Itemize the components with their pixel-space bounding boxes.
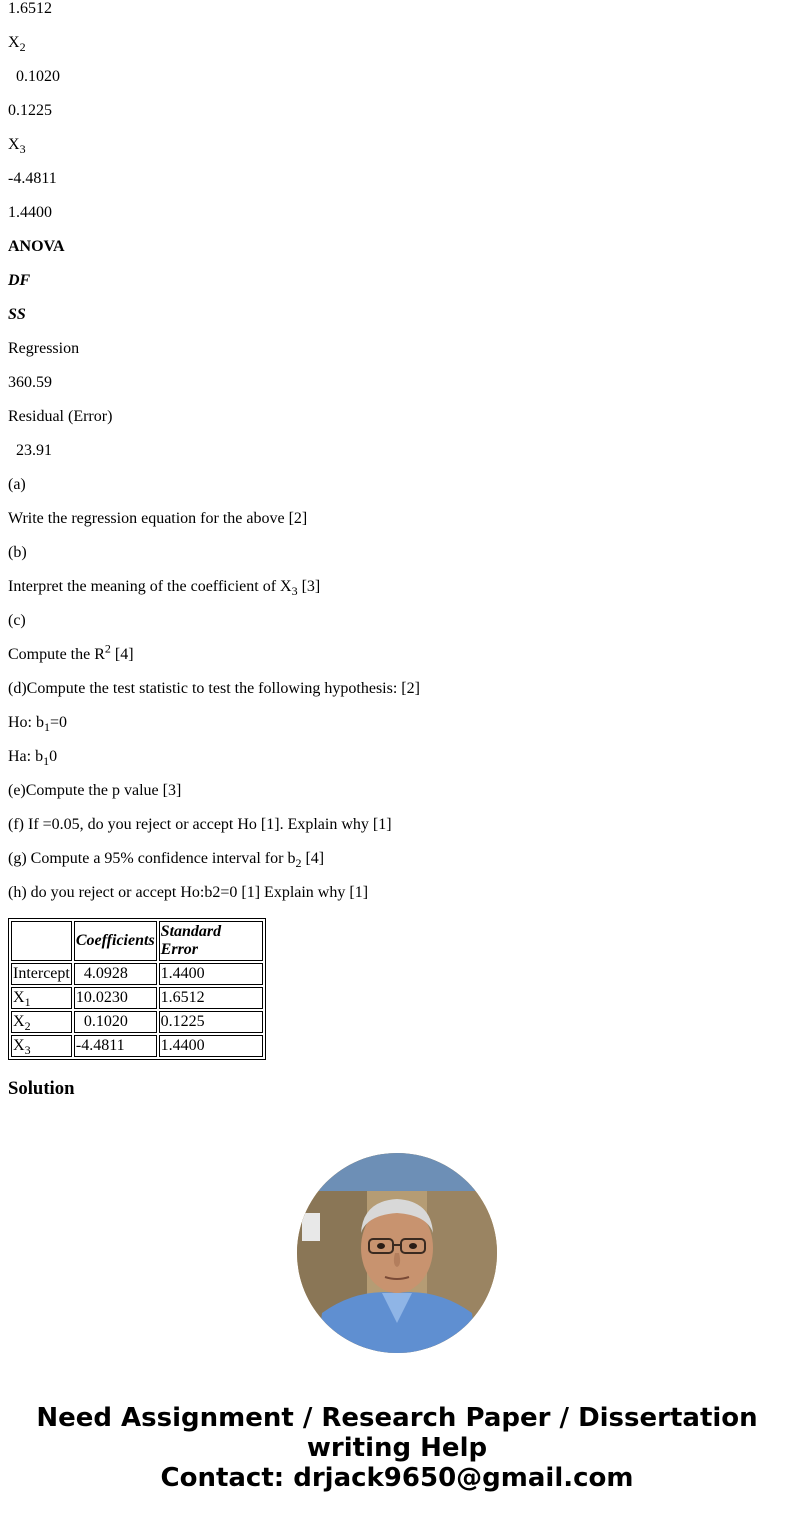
row-coef-x3: -4.4811 (8, 170, 57, 187)
table-row (11, 1035, 263, 1057)
question-c-label: (c) (8, 612, 26, 629)
table-cell-label: Intercept (11, 963, 72, 985)
promo-contact: Contact: drjack9650@gmail.com (160, 1463, 634, 1493)
table-cell-se: 0.1225 (159, 1011, 263, 1033)
table-cell-coef: 0.1020 (74, 1011, 157, 1033)
row-se-x3: 1.4400 (8, 204, 52, 221)
row-se-x2: 0.1225 (8, 102, 52, 119)
question-a-text: Write the regression equation for the above [2] (8, 510, 308, 527)
anova-title: ANOVA (8, 238, 65, 255)
table-header-coefficients: Coefficients (74, 921, 157, 961)
hypothesis-null: Ho: $b_1=0$ (8, 714, 68, 735)
table-row (11, 963, 263, 985)
author-avatar (297, 1153, 497, 1353)
question-c-text: Compute the $R^2$ [4] (8, 641, 134, 663)
anova-residual-label: Residual (Error) (8, 408, 113, 425)
promo-line-2: writing Help (306, 1433, 488, 1463)
table-cell-se: 1.4400 (159, 963, 263, 985)
anova-df-header: DF (8, 272, 31, 289)
question-h-text: (h) do you reject or accept Ho:b2=0 [1] Explain why [1] (8, 884, 369, 901)
document-body (8, 0, 786, 1118)
hypothesis-alternative: Ha: $b_10$ (8, 748, 58, 769)
table-cell-coef: -4.4811 (74, 1035, 157, 1057)
author-photo-icon (297, 1153, 497, 1353)
anova-residual-ss: 23.91 (16, 442, 52, 459)
table-cell-label: $X_2$ (11, 1011, 72, 1033)
row-label-x3: $X_3$ (8, 136, 26, 157)
table-cell-coef: 4.0928 (74, 963, 157, 985)
table-cell-se: 1.4400 (159, 1035, 263, 1057)
question-f-text: (f) If =0.05, do you reject or accept Ho [1]. Explain why [1] (8, 816, 392, 833)
table-cell-se: 1.6512 (159, 987, 263, 1009)
question-d-text: (d)Compute the test statistic to test the following hypothesis: [2] (8, 680, 420, 697)
question-b-text: Interpret the meaning of the coefficient of $X_3$ [3] (8, 578, 321, 599)
row-label-x2: $X_2$ (8, 34, 26, 55)
table-cell-coef: 10.0230 (74, 987, 157, 1009)
table-cell-label: $X_1$ (11, 987, 72, 1009)
anova-ss-header: SS (8, 306, 26, 323)
question-a-label: (a) (8, 476, 26, 493)
question-g-text: (g) Compute a 95% confidence interval for $b_2$ [4] (8, 850, 325, 871)
table-cell-label: $X_3$ (11, 1035, 72, 1057)
table-header-row (11, 921, 263, 961)
question-b-label: (b) (8, 544, 27, 561)
anova-regression-ss: 360.59 (8, 374, 52, 391)
promo-line-1: Need Assignment / Research Paper / Dissertation (36, 1403, 758, 1433)
promo-banner (0, 1403, 794, 1493)
coefficients-table (8, 918, 266, 1060)
cut-value: 1.6512 (8, 0, 52, 17)
question-e-text: (e)Compute the p value [3] (8, 782, 182, 799)
anova-regression-label: Regression (8, 340, 80, 357)
table-header-standard-error: Standard Error (159, 921, 263, 961)
table-header-empty (11, 921, 72, 961)
row-coef-x2: 0.1020 (16, 68, 60, 85)
table-row (11, 1011, 263, 1033)
table-row (11, 987, 263, 1009)
solution-heading: Solution (8, 1078, 75, 1099)
